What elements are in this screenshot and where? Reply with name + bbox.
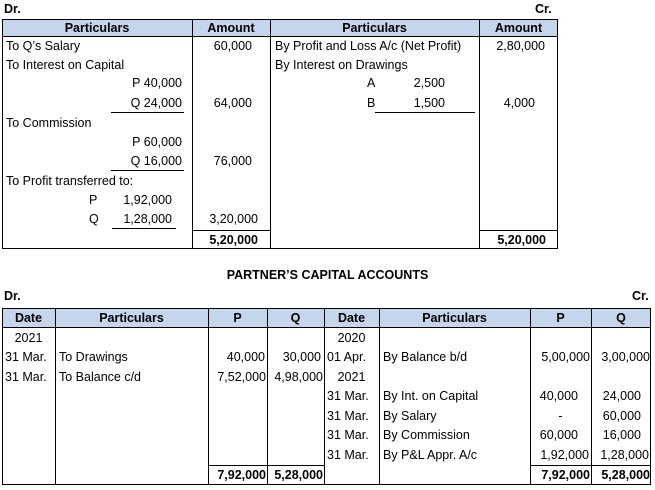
cap-header-p-right: P — [556, 311, 565, 325]
commission-label: To Commission — [6, 116, 92, 130]
capital-accounts-title: PARTNER’S CAPITAL ACCOUNTS — [226, 268, 429, 282]
header-particulars-right: Particulars — [342, 21, 407, 35]
credit-q: 16,000 — [602, 428, 641, 442]
debit-grand-total: 5,20,000 — [209, 233, 258, 247]
credit-date: 2021 — [337, 370, 366, 384]
profit-p-value: 1,92,000 — [123, 193, 172, 207]
cap-header-particulars-left: Particulars — [99, 311, 164, 325]
debit-date: 2021 — [14, 331, 43, 345]
cap-header-particulars-right: Particulars — [422, 311, 487, 325]
interest-capital-label: To Interest on Capital — [6, 58, 125, 72]
salary-amount: 60,000 — [213, 39, 252, 53]
credit-q: 60,000 — [602, 409, 641, 423]
net-profit-label: By Profit and Loss A/c (Net Profit) — [275, 39, 462, 53]
salary-label: To Q’s Salary — [6, 39, 81, 53]
credit-particulars: By Balance b/d — [383, 350, 468, 364]
drawings-b-value: 1,500 — [413, 96, 445, 110]
cap-header-date-right: Date — [337, 311, 366, 325]
header-amount-left: Amount — [207, 21, 255, 35]
credit-p: - — [558, 409, 563, 423]
total-debit-q: 5,28,000 — [274, 468, 323, 482]
interest-p: P 40,000 — [132, 76, 182, 90]
credit-date: 31 Mar. — [327, 389, 369, 403]
profit-q-name: Q — [89, 212, 99, 226]
credit-particulars: By Commission — [383, 428, 470, 442]
credit-q: 1,28,000 — [600, 448, 649, 462]
total-debit-p: 7,92,000 — [217, 468, 266, 482]
interest-q: Q 24,000 — [130, 96, 182, 110]
total-credit-q: 5,28,000 — [601, 468, 650, 482]
debit-q: 30,000 — [282, 350, 321, 364]
debit-p: 7,52,000 — [217, 370, 266, 384]
debit-p: 40,000 — [226, 350, 265, 364]
credit-q: 3,00,000 — [601, 350, 650, 364]
profit-q-value: 1,28,000 — [123, 212, 172, 226]
drawings-a-value: 2,500 — [413, 76, 445, 90]
credit-p: 60,000 — [539, 428, 578, 442]
interest-total: 64,000 — [213, 96, 252, 110]
credit-p: 1,92,000 — [540, 448, 589, 462]
total-credit-p: 7,92,000 — [541, 468, 590, 482]
net-profit-amount: 2,80,000 — [496, 39, 545, 53]
debit-date: 31 Mar. — [5, 350, 47, 364]
credit-grand-total: 5,20,000 — [497, 233, 546, 247]
cr-label: Cr. — [535, 2, 552, 16]
drawings-total: 4,000 — [503, 96, 535, 110]
profit-p-name: P — [89, 193, 98, 207]
credit-date: 31 Mar. — [327, 428, 369, 442]
drawings-b-name: B — [367, 96, 376, 110]
capital-dr-label: Dr. — [4, 289, 21, 303]
cap-header-date-left: Date — [14, 311, 43, 325]
credit-p: 5,00,000 — [541, 350, 590, 364]
credit-q: 24,000 — [602, 389, 641, 403]
credit-particulars: By Int. on Capital — [383, 389, 479, 403]
credit-particulars: By Salary — [383, 409, 437, 423]
credit-particulars: By P&L Appr. A/c — [383, 448, 478, 462]
credit-date: 01 Apr. — [327, 350, 366, 364]
profit-transferred-label: To Profit transferred to: — [6, 174, 134, 188]
credit-p: 40,000 — [539, 389, 578, 403]
cap-header-q-right: Q — [616, 311, 626, 325]
debit-particulars: To Drawings — [59, 350, 128, 364]
dr-label: Dr. — [4, 2, 21, 16]
header-amount-right: Amount — [494, 21, 543, 35]
interest-drawings-label: By Interest on Drawings — [275, 58, 408, 72]
debit-q: 4,98,000 — [274, 370, 323, 384]
credit-date: 31 Mar. — [327, 409, 369, 423]
debit-date: 31 Mar. — [5, 370, 47, 384]
commission-p: P 60,000 — [132, 135, 182, 149]
header-particulars-left: Particulars — [64, 21, 130, 35]
credit-date: 2020 — [337, 331, 366, 345]
capital-cr-label: Cr. — [632, 289, 649, 303]
drawings-a-name: A — [367, 76, 376, 90]
credit-date: 31 Mar. — [327, 448, 369, 462]
cap-header-q-left: Q — [290, 311, 301, 325]
debit-particulars: To Balance c/d — [59, 370, 141, 384]
commission-q: Q 16,000 — [130, 154, 182, 168]
cap-header-p-left: P — [233, 311, 242, 325]
commission-total: 76,000 — [213, 154, 252, 168]
profit-total: 3,20,000 — [209, 212, 258, 226]
